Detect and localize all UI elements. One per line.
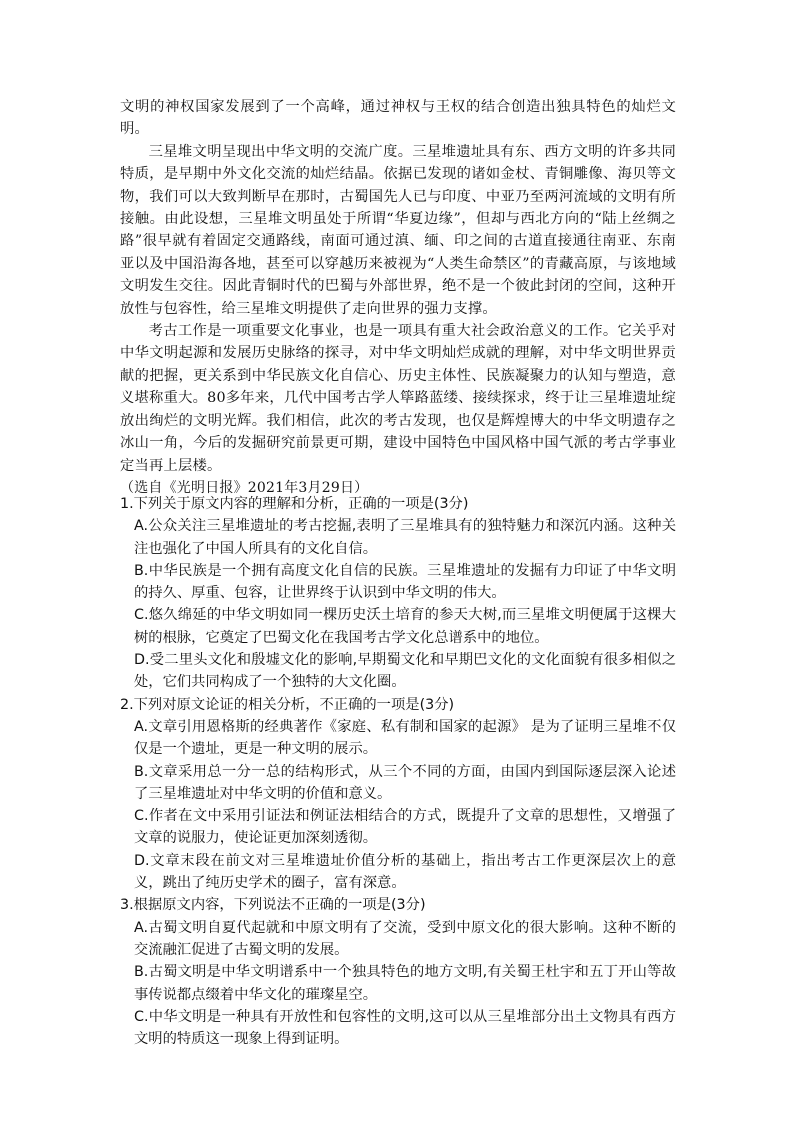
question-3: [120, 894, 676, 1050]
reading-passage: [120, 96, 676, 499]
passage-paragraph-exchange: 三星堆文明呈现出中华文明的交流广度。三星堆遗址具有东、西方文明的许多共同特质，是早期中外文化交流的灿烂结晶。依据已发现的诸如金杖、青铜雕像、海贝等文物，我们可以大致判断早在那时，古蜀国先人已与印度、中亚乃至两河流域的文明有所接触。由此设想，三星堆文明虽处于所谓“华夏边缘”，但却与西北方向的“陆上丝绸之路”很早就有着固定交通路线，南面可通过滇、缅、印之间的古道直接通往南亚、东南亚以及中国沿海各地，甚至可以穿越历来被视为“人类生命禁区”的青藏高原，与该地域文明发生交往。因此青铜时代的巴蜀与外部世界，绝不是一个彼此封闭的空间，这种开放性与包容性，给三星堆文明提供了走向世界的强力支撑。: [120, 143, 676, 317]
option-d: [120, 649, 676, 694]
option-d: [120, 850, 676, 895]
option-c: [120, 604, 676, 649]
option-b: [120, 761, 676, 806]
question-stem: 3.根据原文内容，下列说法不正确的一项是(3分): [120, 897, 426, 914]
option-text: C.中华文明是一种具有开放性和包容性的文明,这可以从三星堆部分出土文物具有西方文明的特质这一现象上得到证明。: [134, 1008, 676, 1048]
passage-paragraph-continued: 文明的神权国家发展到了一个高峰，通过神权与王权的结合创造出独具特色的灿烂文明。: [120, 99, 676, 138]
option-text: B.古蜀文明是中华文明谱系中一个独具特色的地方文明,有关蜀王杜宇和五丁开山等故事传说都点缀着中华文化的璀璨星空。: [134, 964, 676, 1003]
option-c: [120, 805, 676, 850]
question-stem: 1.下列关于原文内容的理解和分析，正确的一项是(3分): [120, 496, 469, 512]
option-text: D.文章末段在前文对三星堆遗址价值分析的基础上，指出考古工作更深层次上的意义，跳出了纯历史学术的圈子，富有深意。: [134, 852, 676, 892]
option-text: A.古蜀文明自夏代起就和中原文明有了交流，受到中原文化的很大影响。这种不断的交流融汇促进了古蜀文明的发展。: [134, 919, 676, 958]
option-b: [120, 961, 676, 1006]
question-list: [120, 493, 676, 1050]
question-stem: 2.下列对原文论证的相关分析，不正确的一项是(3分): [120, 696, 455, 713]
question-1: [120, 493, 676, 694]
option-text: B.中华民族是一个拥有高度文化自信的民族。三星堆遗址的发掘有力印证了中华文明的持久、厚重、包容，让世界终于认识到中华文明的伟大。: [134, 562, 676, 602]
option-a: [120, 917, 676, 962]
option-text: A.文章引用恩格斯的经典著作《家庭、私有制和国家的起源》 是为了证明三星堆不仅仅是一个遗址，更是一种文明的展示。: [134, 718, 676, 758]
option-b: [120, 560, 676, 605]
option-text: B.文章采用总一分一总的结构形式，从三个不同的方面，由国内到国际逐层深入论述了三星堆遗址对中华文明的价值和意义。: [134, 763, 676, 802]
option-a: [120, 716, 676, 761]
option-c: [120, 1006, 676, 1051]
option-text: C.作者在文中采用引证法和例证法相结合的方式，既提升了文章的思想性，又增强了文章的说服力，使论证更加深刻透彻。: [134, 808, 676, 847]
question-2: [120, 694, 676, 895]
passage-source: （选自《光明日报》2021年3月29日）: [120, 479, 369, 496]
option-text: A.公众关注三星堆遗址的考古挖掘,表明了三星堆具有的独特魅力和深沉内涵。这种关注也强化了中国人所具有的文化自信。: [134, 518, 676, 557]
option-text: C.悠久绵延的中华文明如同一棵历史沃土培育的参天大树,而三星堆文明便属于这棵大树的根脉，它奠定了巴蜀文化在我国考古学文化总谱系中的地位。: [134, 607, 676, 646]
option-a: [120, 515, 676, 560]
passage-paragraph-archaeology: 考古工作是一项重要文化事业，也是一项具有重大社会政治意义的工作。它关乎对中华文明起源和发展历史脉络的探寻，对中华文明灿烂成就的理解，对中华文明世界贡献的把握，更关系到中华民族文化自信心、历史主体性、民族凝聚力的认知与塑造，意义堪称重大。80多年来，几代中国考古学人筚路蓝缕、接续探求，终于让三星堆遗址绽放出绚烂的文明光辉。我们相信，此次的考古发现，也仅是辉煌博大的中华文明遗存之冰山一角，今后的发掘研究前景更可期，建设中国特色中国风格中国气派的考古学事业定当再上层楼。: [120, 323, 676, 474]
option-text: D.受二里头文化和殷墟文化的影响,早期蜀文化和早期巴文化的文化面貌有很多相似之处，它们共同构成了一个独特的大文化圈。: [134, 652, 676, 691]
